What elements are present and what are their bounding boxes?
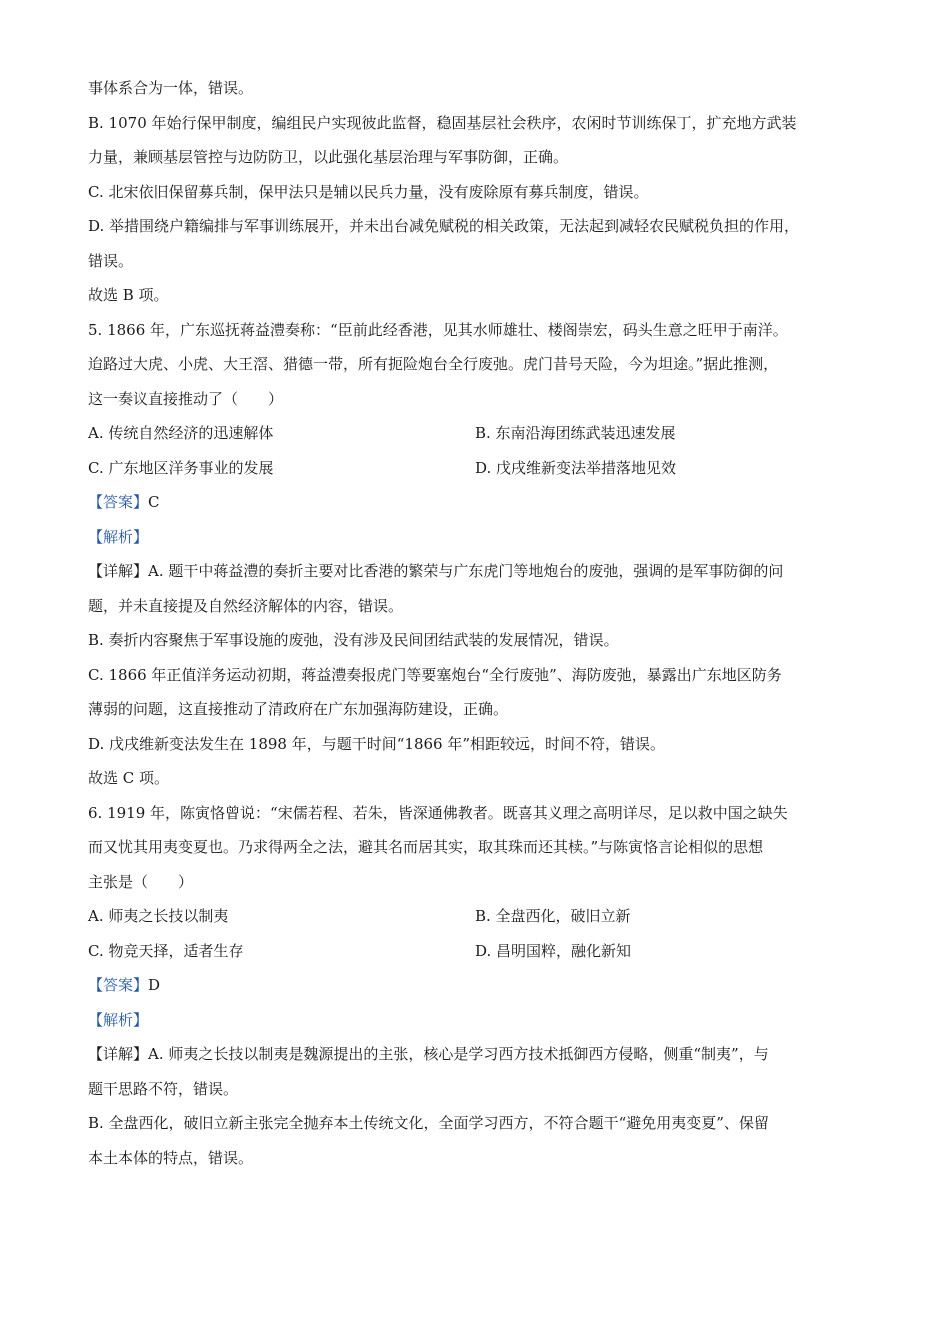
detail-tag: 【详解】 xyxy=(88,562,149,580)
q6-option-b-explanation-cont: 本土本体的特点，错误。 xyxy=(88,1148,254,1167)
analysis-tag: 【解析】 xyxy=(88,527,149,546)
q5-option-c: C. 广东地区洋务事业的发展 xyxy=(88,458,274,477)
q6-options-row-2 xyxy=(88,939,878,963)
q6-option-d: D. 昌明国粹，融化新知 xyxy=(475,941,632,960)
detail-tag: 【详解】 xyxy=(88,1045,149,1063)
q5-stem-cont: 迨路过大虎、小虎、大王滘、猎德一带，所有扼险炮台全行废弛。虎门昔号天险，今为坦途。”据此推测， xyxy=(88,355,779,373)
q5-option-a-explanation: A. 题干中蒋益澧的奏折主要对比香港的繁荣与广东虎门等地炮台的废弛，强调的是军事防御的问 xyxy=(148,562,784,580)
q5-option-d: D. 戊戌维新变法举措落地见效 xyxy=(475,458,677,477)
q5-stem: 5. 1866 年，广东巡抚蒋益澧奏称：“臣前此经香港，见其水师雄壮、楼阁崇宏，码头生意之旺甲于南洋。 xyxy=(88,320,788,339)
q6-options-row-1 xyxy=(88,904,878,928)
analysis-tag: 【解析】 xyxy=(88,1010,149,1029)
q6-option-a: A. 师夷之长技以制夷 xyxy=(88,907,229,925)
document-page xyxy=(88,76,878,1180)
q4-option-b-explanation-cont: 力量，兼顾基层管控与边防防卫，以此强化基层治理与军事防御，正确。 xyxy=(88,148,569,166)
q5-analysis-heading xyxy=(88,525,878,549)
q4-option-d-explanation: D. 举措围绕户籍编排与军事训练展开，并未出台减免赋税的相关政策，无法起到减轻农民赋税负担的作用， xyxy=(88,217,800,235)
answer-value: C xyxy=(148,493,160,511)
q5-option-b-explanation: B. 奏折内容聚焦于军事设施的废弛，没有涉及民间团结武装的发展情况，错误。 xyxy=(88,631,619,649)
q6-stem-cont: 而又忧其用夷变夏也。乃求得两全之法，避其名而居其实，取其珠而还其椟。”与陈寅恪言论相似的思想 xyxy=(88,838,764,856)
q5-stem-end: 这一奏议直接推动了（ ） xyxy=(88,389,284,408)
q4-option-c-explanation: C. 北宋依旧保留募兵制，保甲法只是辅以民兵力量，没有废除原有募兵制度，错误。 xyxy=(88,182,649,201)
q5-conclusion: 故选 C 项。 xyxy=(88,769,170,787)
q6-analysis-heading xyxy=(88,1008,878,1032)
q4-tail-line: 事体系合为一体，错误。 xyxy=(88,79,254,97)
q5-option-a-explanation-cont: 题，并未直接提及自然经济解体的内容，错误。 xyxy=(88,596,404,615)
q6-option-a-explanation-cont: 题干思路不符，错误。 xyxy=(88,1079,239,1098)
q5-options-row-2 xyxy=(88,456,878,480)
q6-option-b-explanation: B. 全盘西化，破旧立新主张完全抛弃本土传统文化，全面学习西方，不符合题干“避免用夷变夏”、保留 xyxy=(88,1114,769,1132)
q5-option-c-explanation-cont: 薄弱的问题，这直接推动了清政府在广东加强海防建设，正确。 xyxy=(88,700,509,718)
q6-option-b: B. 全盘西化，破旧立新 xyxy=(475,907,631,925)
q6-detail-a xyxy=(88,1042,878,1066)
answer-tag: 【答案】 xyxy=(88,976,149,994)
q4-option-b-explanation: B. 1070 年始行保甲制度，编组民户实现彼此监督，稳固基层社会秩序，农闲时节训练保丁，扩充地方武装 xyxy=(88,113,797,132)
q4-conclusion: 故选 B 项。 xyxy=(88,286,169,304)
q5-detail-a xyxy=(88,559,878,583)
answer-value: D xyxy=(148,976,161,994)
q5-answer xyxy=(88,490,878,514)
q5-options-row-1 xyxy=(88,421,878,445)
q6-stem-end: 主张是（ ） xyxy=(88,872,194,891)
q6-option-a-explanation: A. 师夷之长技以制夷是魏源提出的主张，核心是学习西方技术抵御西方侵略，侧重“制夷”，与 xyxy=(148,1045,769,1063)
q5-option-b: B. 东南沿海团练武装迅速发展 xyxy=(475,424,676,442)
answer-tag: 【答案】 xyxy=(88,493,149,511)
q6-answer xyxy=(88,973,878,997)
q5-option-c-explanation: C. 1866 年正值洋务运动初期，蒋益澧奏报虎门等要塞炮台“全行废弛”、海防废弛，暴露出广东地区防务 xyxy=(88,665,782,684)
q5-option-d-explanation: D. 戊戌维新变法发生在 1898 年，与题干时间“1866 年”相距较远，时间不符，错误。 xyxy=(88,734,666,753)
q6-option-c: C. 物竞天择，适者生存 xyxy=(88,941,244,960)
q5-option-a: A. 传统自然经济的迅速解体 xyxy=(88,424,274,442)
q4-option-d-explanation-cont: 错误。 xyxy=(88,251,134,270)
q6-stem: 6. 1919 年，陈寅恪曾说：“宋儒若程、若朱，皆深通佛教者。既喜其义理之高明详尽，足以救中国之缺失 xyxy=(88,803,788,822)
